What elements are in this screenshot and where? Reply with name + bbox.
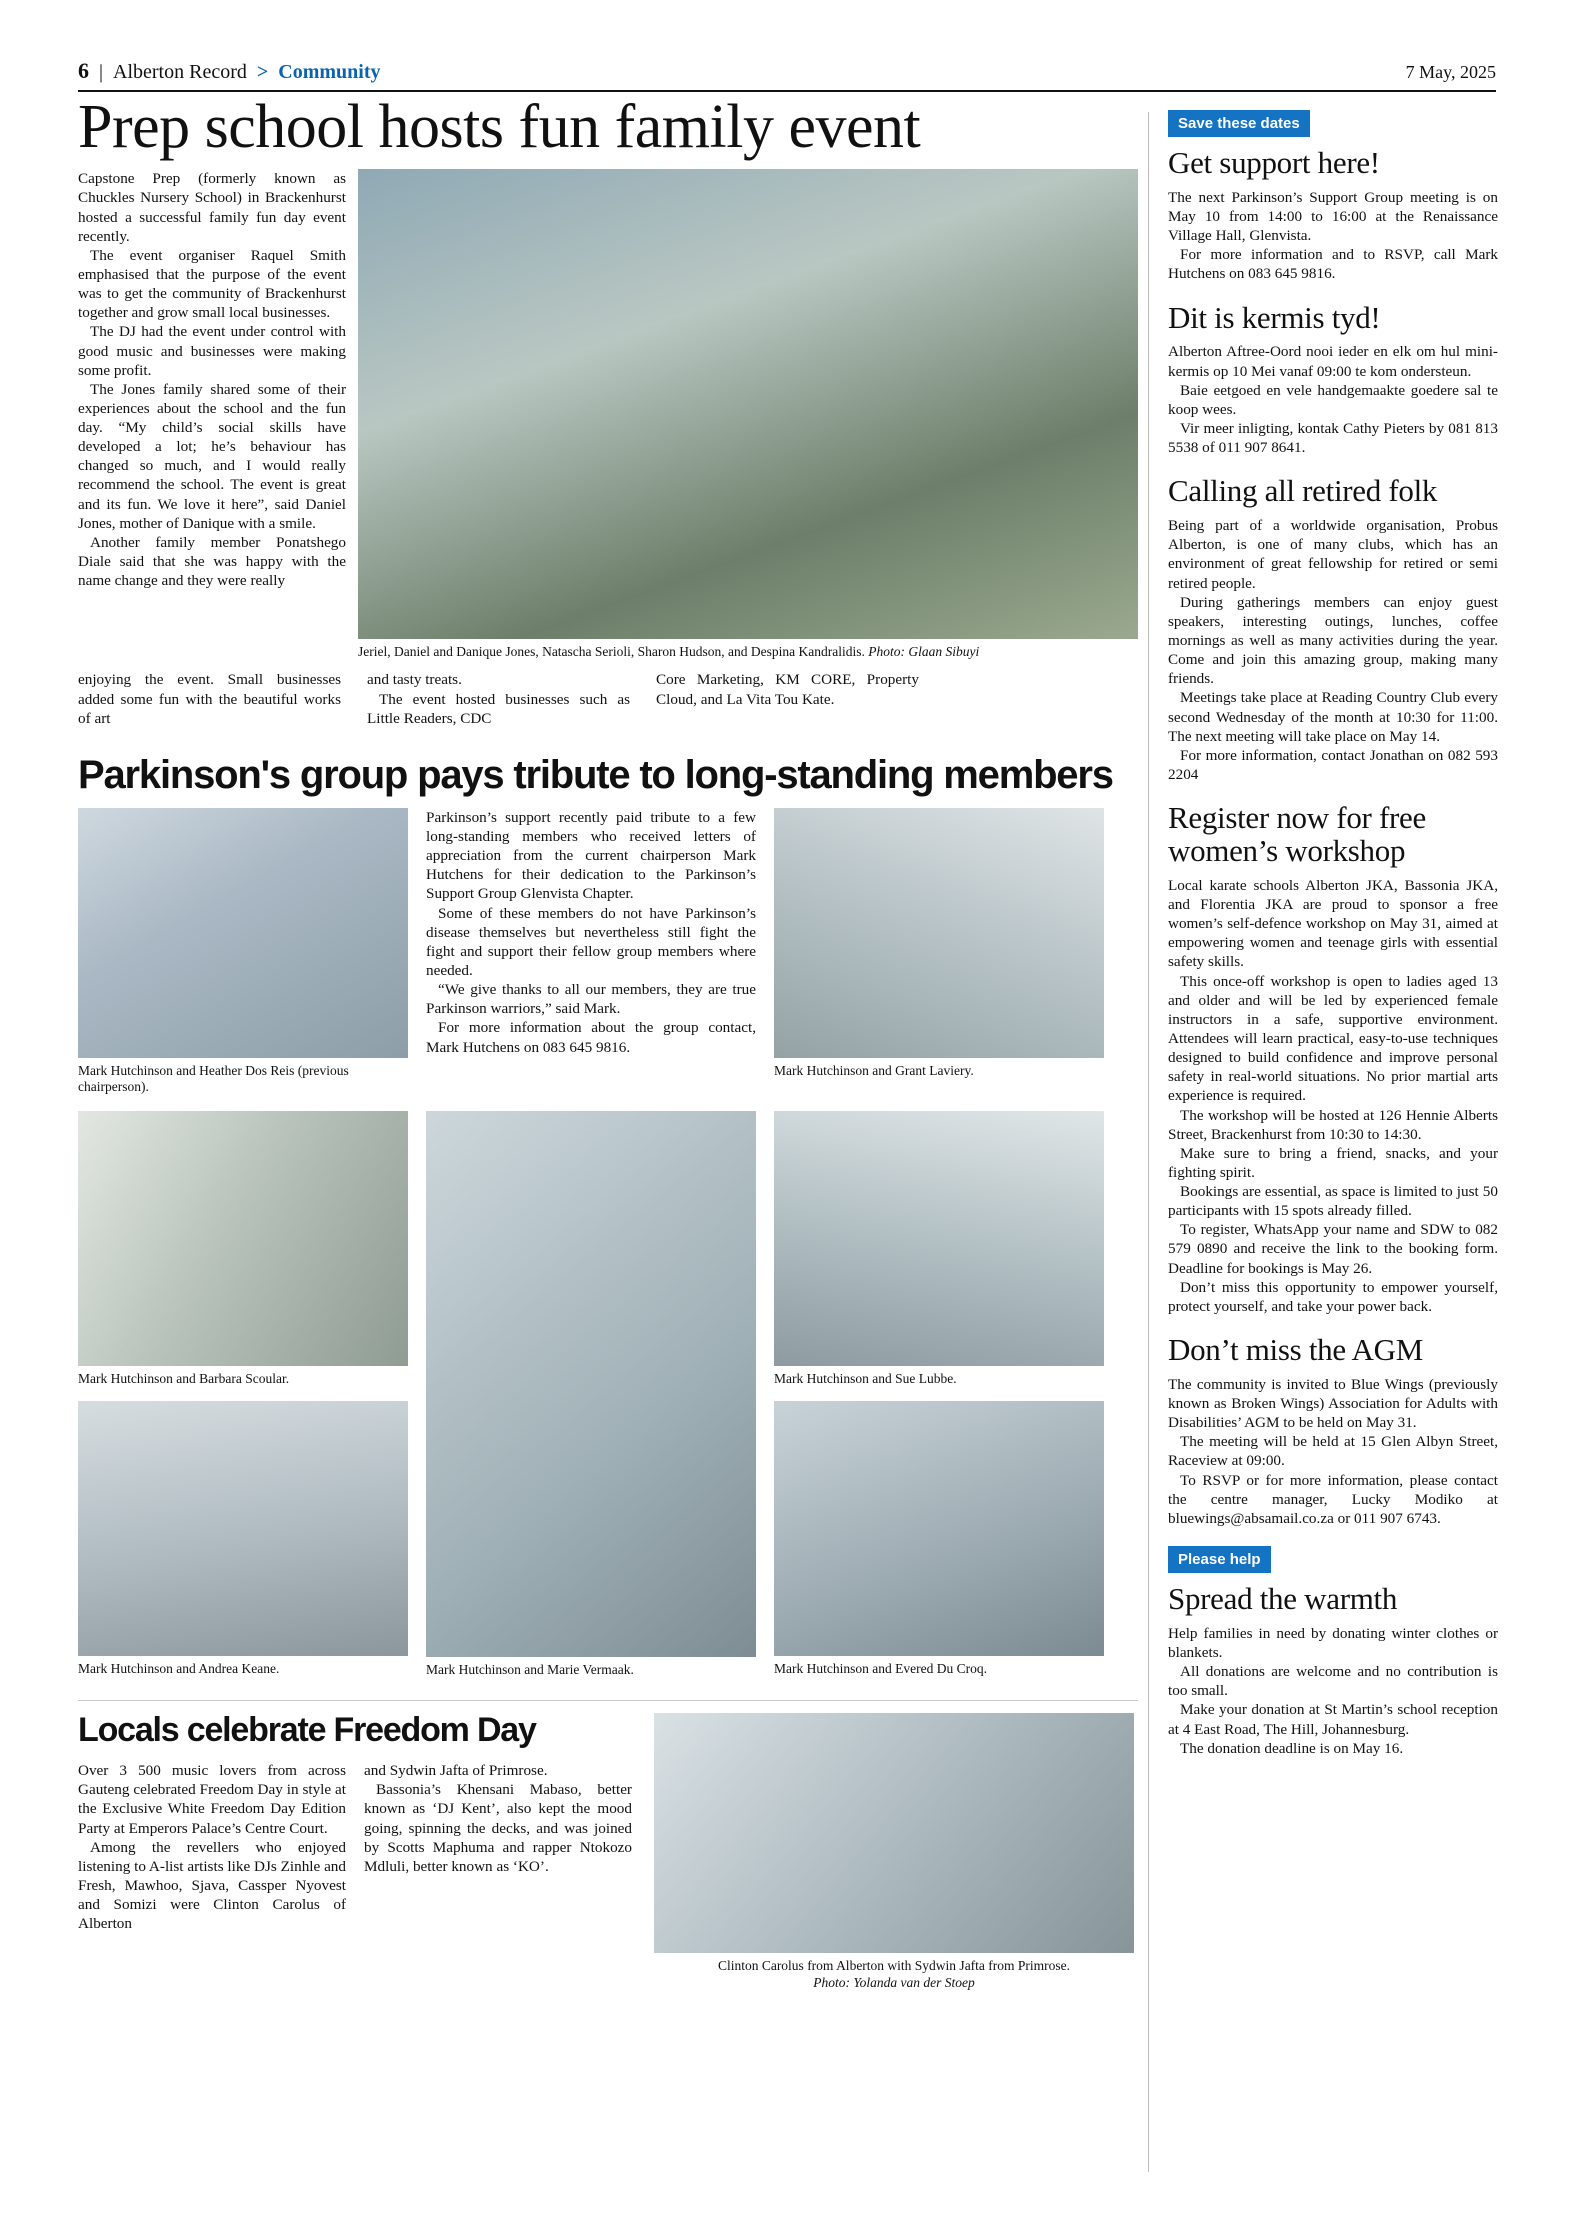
story3-col-2 — [364, 1761, 632, 1933]
rail-heading: Calling all retired folk — [1168, 473, 1438, 509]
story2-headline: Parkinson's group pays tribute to long-standing members — [78, 752, 1113, 797]
rail-block-agm — [1168, 1334, 1498, 1528]
story2-figure-a — [78, 808, 408, 1095]
rail-tag-save-dates: Save these dates — [1168, 110, 1310, 137]
story3-figure — [654, 1713, 1134, 1990]
story2-figure-d — [774, 1111, 1104, 1387]
photo-caption: Mark Hutchinson and Marie Vermaak. — [426, 1662, 634, 1678]
story1-photo-figure — [358, 169, 1138, 660]
rail-heading: Dit is kermis tyd! — [1168, 299, 1381, 335]
member-photo-barbara — [78, 1111, 408, 1366]
story3-col-1 — [78, 1761, 346, 1933]
paragraph: Make sure to bring a friend, snacks, and your fighting spirit. — [1168, 1144, 1498, 1181]
story-parkinsons — [78, 754, 1138, 1679]
paragraph: During gatherings members can enjoy guest speakers, interesting outings, lunches, coffee mornings as well as many activities during the year. Come and join this amazing group, making many friends. — [1168, 593, 1498, 688]
paragraph: The Jones family shared some of their experiences about the school and the fun day. “My child’s social skills have developed a lot; he’s behaviour has changed so much, and I would really recommend the school. The event is great and its fun. We love it here”, said Daniel Jones, mother of Danique with a smile. — [78, 380, 346, 532]
photo-caption: Mark Hutchinson and Grant Laviery. — [774, 1062, 974, 1078]
story1-lower-col-1 — [78, 670, 341, 727]
member-photo-andrea — [78, 1401, 408, 1656]
story-prep-school — [78, 93, 1138, 728]
paragraph: To register, WhatsApp your name and SDW to 082 579 0890 and receive the link to the booking form. Deadline for bookings is May 26. — [1168, 1221, 1498, 1277]
rail-heading: Don’t miss the AGM — [1168, 1332, 1423, 1368]
paragraph: This once-off workshop is open to ladies aged 13 and older and will be led by experienced female instructors in a safe, supportive environment. Attendees will learn practical, easy-to-use techniques designed to build confidence and improve personal safety in real-world situations. No prior martial arts experience is required. — [1168, 972, 1498, 1105]
member-photo-sue — [774, 1111, 1104, 1366]
freedom-day-photo — [654, 1713, 1134, 1953]
paragraph: The donation deadline is on May 16. — [1180, 1739, 1404, 1757]
paragraph: Make your donation at St Martin’s school reception at 4 East Road, The Hill, Johannesburg. — [1168, 1701, 1498, 1738]
member-photo-heather — [78, 808, 408, 1058]
story1-headline: Prep school hosts fun family event — [78, 93, 921, 161]
paragraph: Local karate schools Alberton JKA, Bassonia JKA, and Florentia JKA are proud to sponsor a free women’s self-defence workshop on May 31, aimed at empowering women and teenage girls with essential safety skills. — [1168, 876, 1498, 971]
photo-caption: Mark Hutchinson and Heather Dos Reis (previous chairperson). — [78, 1062, 349, 1095]
chevron-right-icon: > — [256, 61, 269, 83]
rail-block-kermis — [1168, 299, 1498, 458]
paragraph: All donations are welcome and no contribution is too small. — [1168, 1663, 1498, 1700]
paragraph: Being part of a worldwide organisation, Probus Alberton, is one of many clubs, which has an environment of great fellowship for retired or semi retired people. — [1168, 517, 1498, 592]
paragraph: For more information and to RSVP, call Mark Hutchens on 083 645 9816. — [1168, 246, 1498, 283]
paragraph: enjoying the event. Small businesses added some fun with the beautiful works of art — [78, 671, 341, 727]
publication-title: Alberton Record — [113, 61, 247, 83]
paragraph: For more information about the group contact, Mark Hutchens on 083 645 9816. — [426, 1019, 756, 1056]
paragraph: Alberton Aftree-Oord nooi ieder en elk om hul mini-kermis op 10 Mei vanaf 09:00 te kom ondersteun. — [1168, 343, 1498, 380]
rail-block-warmth — [1168, 1583, 1498, 1758]
paragraph: Help families in need by donating winter clothes or blankets. — [1168, 1624, 1498, 1662]
paragraph: Vir meer inligting, kontak Cathy Pieters by 081 813 5538 of 011 907 8641. — [1168, 419, 1498, 457]
section-label: Community — [278, 61, 381, 83]
story2-left-stack — [78, 1111, 408, 1678]
photo-caption — [654, 1958, 1134, 1990]
member-photo-evered — [774, 1401, 1104, 1656]
paragraph: Another family member Ponatshego Diale said that she was happy with the name change and they were really — [78, 533, 346, 590]
paragraph: and tasty treats. — [367, 671, 462, 689]
paragraph: Capstone Prep (formerly known as Chuckles Nursery School) in Brackenhurst hosted a successful family fun day event recently. — [78, 170, 346, 245]
paragraph: Bassonia’s Khensani Mabaso, better known as ‘DJ Kent’, also kept the mood going, spinning the decks, and was joined by Scotts Maphuma and rapper Ntokozo Mdluli, better known as ‘KO’. — [364, 1781, 632, 1875]
group-photo — [358, 169, 1138, 639]
paragraph: The workshop will be hosted at 126 Hennie Alberts Street, Brackenhurst from 10:30 to 14:30. — [1168, 1106, 1498, 1143]
story1-lower-col-3 — [656, 670, 919, 727]
story2-figure-e — [78, 1401, 408, 1677]
paragraph: and Sydwin Jafta of Primrose. — [364, 1762, 548, 1780]
story3-text-side — [78, 1713, 638, 1990]
rail-heading: Spread the warmth — [1168, 1581, 1398, 1617]
photo-credit: Photo: Yolanda van der Stoep — [813, 1974, 975, 1990]
masthead-divider: | — [99, 61, 104, 83]
story2-figure-b — [774, 808, 1104, 1095]
rail-heading: Register now for free women’s workshop — [1168, 800, 1426, 868]
column-rule — [1148, 112, 1149, 2172]
issue-date: 7 May, 2025 — [1405, 62, 1496, 82]
masthead — [78, 58, 1496, 92]
rail-block-workshop — [1168, 802, 1498, 1316]
paragraph: Parkinson’s support recently paid tribute to a few long-standing members who received letters of appreciation from the current chairperson Mark Hutchens for their dedication to the Parkinson’s Support Group Glenvista Chapter. — [426, 808, 756, 903]
story2-right-stack — [774, 1111, 1104, 1678]
paragraph: For more information, contact Jonathan on 082 593 2204 — [1168, 746, 1498, 783]
paragraph: The event hosted businesses such as Little Readers, CDC — [367, 690, 630, 727]
photo-credit: Photo: Glaan Sibuyi — [868, 644, 980, 660]
story3-headline: Locals celebrate Freedom Day — [78, 1711, 536, 1750]
story2-figure-c — [78, 1111, 408, 1387]
right-rail — [1168, 110, 1498, 1776]
paragraph: To RSVP or for more information, please contact the centre manager, Lucky Modiko at bluewings@absamail.co.za or 011 907 6743. — [1168, 1471, 1498, 1527]
page-number: 6 — [78, 58, 89, 83]
caption-text: Jeriel, Daniel and Danique Jones, Natascha Serioli, Sharon Hudson, and Despina Kandralidis. — [358, 644, 865, 660]
paragraph: Bookings are essential, as space is limited to just 50 participants with 15 spots already filled. — [1168, 1183, 1498, 1220]
photo-caption: Mark Hutchinson and Sue Lubbe. — [774, 1371, 957, 1387]
paragraph: Over 3 500 music lovers from across Gauteng celebrated Freedom Day in style at the Exclusive White Freedom Day Edition Party at Emperors Palace’s Centre Court. — [78, 1762, 346, 1837]
paragraph: The DJ had the event under control with good music and businesses were making some profit. — [78, 323, 346, 379]
story2-text-column — [426, 808, 756, 1095]
paragraph: The meeting will be held at 15 Glen Albyn Street, Raceview at 09:00. — [1168, 1433, 1498, 1470]
photo-caption: Mark Hutchinson and Barbara Scoular. — [78, 1371, 290, 1387]
photo-caption: Mark Hutchinson and Andrea Keane. — [78, 1661, 280, 1677]
story1-lower-columns — [78, 670, 1138, 727]
paragraph: Some of these members do not have Parkinson’s disease themselves but nevertheless still fight the fight and support their fellow group members where needed. — [426, 904, 756, 979]
rail-heading: Get support here! — [1168, 145, 1380, 180]
rail-block-retired — [1168, 475, 1498, 784]
paragraph: “We give thanks to all our members, they are true Parkinson warriors,” said Mark. — [426, 981, 756, 1018]
photo-caption — [358, 644, 1138, 660]
member-photo-grant — [774, 808, 1104, 1058]
story1-lower-col-2 — [367, 670, 630, 727]
paragraph: The next Parkinson’s Support Group meeting is on May 10 from 14:00 to 16:00 at the Renaissance Village Hall, Glenvista. — [1168, 188, 1498, 245]
paragraph: Don’t miss this opportunity to empower yourself, protect yourself, and take your power back. — [1168, 1278, 1498, 1315]
story2-figure-f — [426, 1111, 756, 1678]
paragraph: The community is invited to Blue Wings (previously known as Broken Wings) Association for Adults with Disabilities’ AGM to be held on May 31. — [1168, 1375, 1498, 1432]
paragraph: Among the revellers who enjoyed listening to A-list artists like DJs Zinhle and Fresh, Mawhoo, Sjava, Cassper Nyovest and Somizi were Clinton Carolus of Alberton — [78, 1838, 346, 1933]
paragraph: Baie eetgoed en vele handgemaakte goedere sal te koop wees. — [1168, 381, 1498, 418]
paragraph: Meetings take place at Reading Country Club every second Wednesday of the month at 10:30 for 11:00. The next meeting will take place on May 14. — [1168, 689, 1498, 745]
story1-text-column — [78, 169, 346, 660]
rail-block-support — [1168, 147, 1498, 284]
caption-text: Clinton Carolus from Alberton with Sydwin Jafta from Primrose. — [717, 1958, 1071, 1974]
main-column — [78, 93, 1138, 1991]
paragraph: The event organiser Raquel Smith emphasised that the purpose of the event was to get the community of Brackenhurst together and grow small local businesses. — [78, 246, 346, 322]
paragraph: Core Marketing, KM CORE, Property Cloud, and La Vita Tou Kate. — [656, 671, 919, 708]
story2-figure-g — [774, 1401, 1104, 1677]
rail-tag-please-help: Please help — [1168, 1546, 1271, 1573]
story-freedom-day — [78, 1700, 1138, 1990]
photo-caption: Mark Hutchinson and Evered Du Croq. — [774, 1661, 987, 1677]
member-photo-marie — [426, 1111, 756, 1657]
